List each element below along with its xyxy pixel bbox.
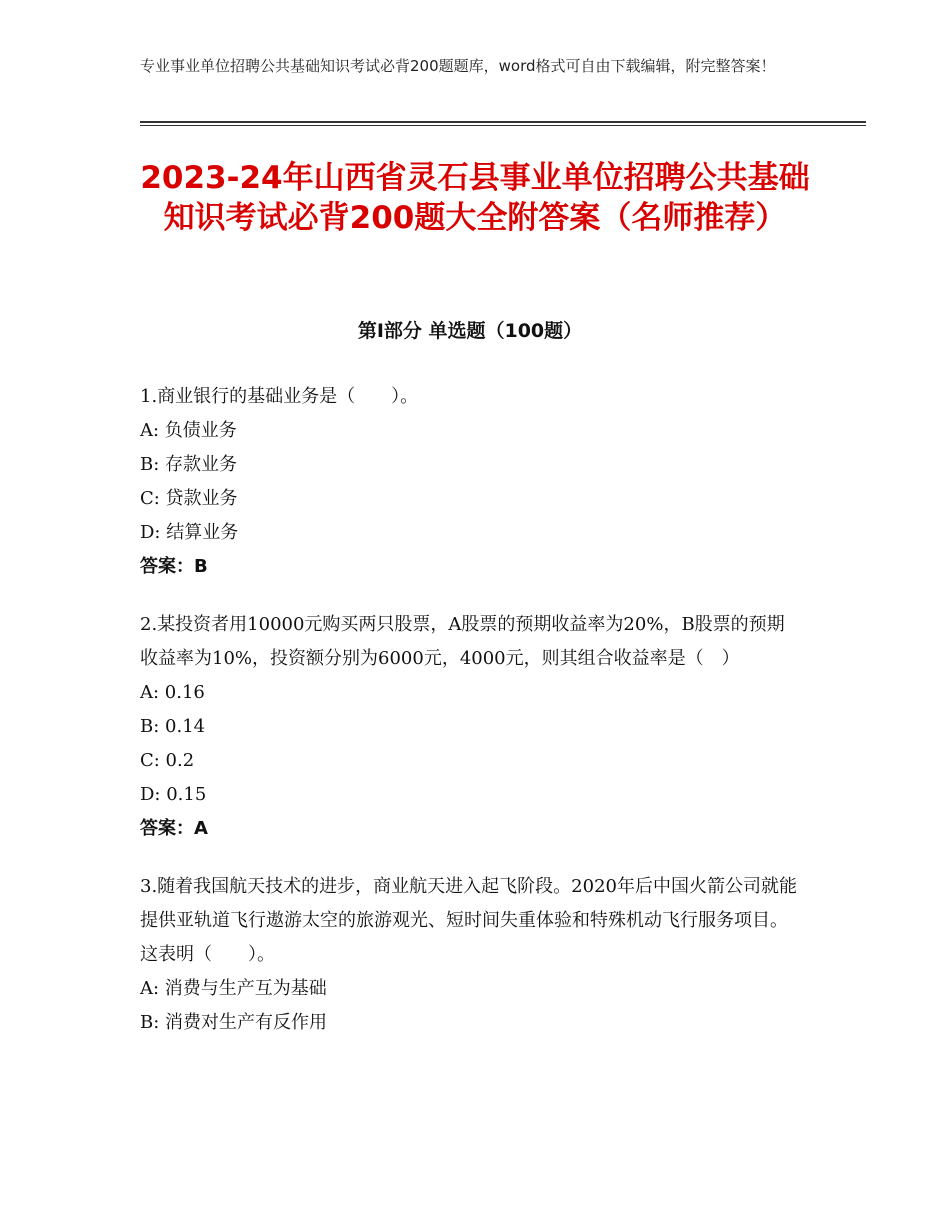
option-b: B: 0.14 [140,716,206,737]
option-b: B: 存款业务 [140,454,238,475]
question-1 [140,380,800,584]
option-a: A: 消费与生产互为基础 [140,978,327,999]
option-c: C: 贷款业务 [140,488,238,509]
answer: 答案：A [140,818,208,839]
question-3 [140,870,800,1040]
option-d: D: 结算业务 [140,522,239,543]
option-a: A: 0.16 [140,682,205,703]
question-stem: 1.商业银行的基础业务是（ ）。 [140,386,419,407]
header-note: 专业事业单位招聘公共基础知识考试必背200题题库，word格式可自由下载编辑，附完整答案！ [140,57,776,75]
section-title: 第Ⅰ部分 单选题（100题） [357,320,583,342]
question-stem: 2.某投资者用10000元购买两只股票，A股票的预期收益率为20%，B股票的预期收益率为10%，投资额分别为6000元，4000元，则其组合收益率是（ ） [140,614,785,669]
document-title: 2023-24年山西省灵石县事业单位招聘公共基础知识考试必背200题大全附答案（名师推荐） [140,160,810,236]
option-d: D: 0.15 [140,784,207,805]
header-rule-thick [140,121,866,123]
answer: 答案：B [140,556,208,577]
option-a: A: 负债业务 [140,420,237,441]
question-list [140,380,800,1064]
option-b: B: 消费对生产有反作用 [140,1012,328,1033]
header-rule-thin [140,125,866,126]
question-2 [140,608,800,846]
question-stem: 3.随着我国航天技术的进步，商业航天进入起飞阶段。2020年后中国火箭公司就能提供亚轨道飞行遨游太空的旅游观光、短时间失重体验和特殊机动飞行服务项目。这表明（ ）。 [140,876,797,965]
option-c: C: 0.2 [140,750,195,771]
